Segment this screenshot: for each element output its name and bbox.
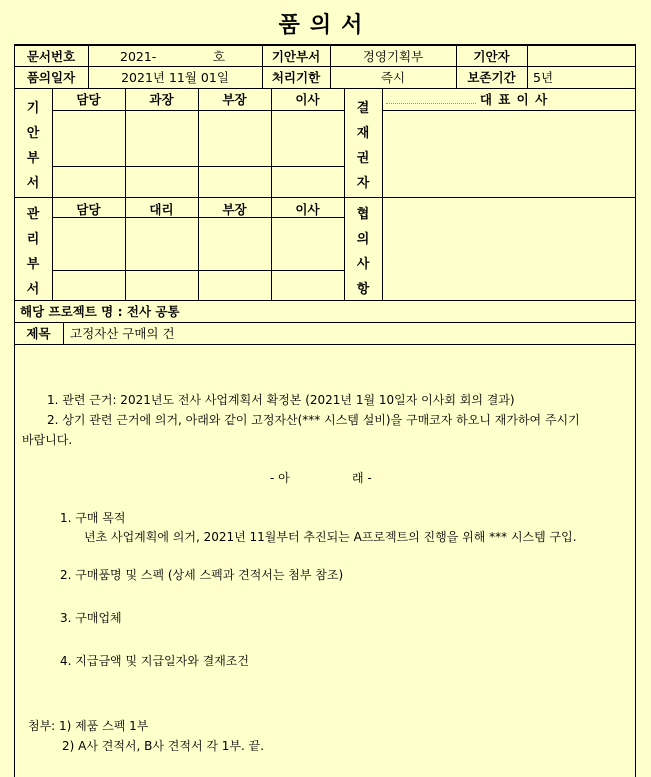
rule: [382, 88, 383, 300]
dept-label: 기안부서: [271, 49, 321, 64]
subject-label: 제목: [26, 326, 51, 341]
draft-dept-label: [18, 96, 48, 196]
col-header: 이사: [295, 92, 320, 107]
deadline-value: 즉시: [380, 70, 406, 85]
doc-no-value: 2021-: [120, 48, 157, 64]
vchar: 서: [26, 282, 40, 297]
col-header: 담당: [76, 202, 101, 217]
vchar: 사: [356, 257, 370, 272]
date-value: 2021년 11월 01일: [121, 70, 229, 85]
dept-value: 경영기획부: [362, 49, 424, 64]
col-header: 담당: [76, 92, 101, 107]
retention-label: 보존기간: [467, 70, 516, 85]
rule: [382, 110, 636, 111]
vchar: 자: [356, 176, 370, 191]
below-heading-a: - 아: [270, 471, 290, 485]
rule: [52, 88, 53, 300]
document-title: 품의서: [278, 13, 373, 38]
item-4: 4. 지급금액 및 지급일자와 결재조건: [60, 654, 249, 668]
rule: [14, 344, 636, 345]
vchar: 부: [26, 151, 40, 166]
vchar: 관: [26, 207, 40, 222]
consult-label: [348, 202, 378, 302]
mgmt-dept-label: [18, 202, 48, 302]
col-header: 대리: [149, 202, 174, 217]
subject-value: 고정자산 구매의 건: [70, 326, 175, 341]
vchar: 권: [356, 151, 370, 166]
vchar: 리: [26, 232, 40, 247]
date-label: 품의일자: [26, 70, 76, 85]
vchar: 재: [356, 126, 370, 141]
vchar: 기: [26, 101, 40, 116]
rule: [14, 197, 636, 198]
deadline-label: 처리기한: [271, 70, 321, 85]
item-1-detail: 년초 사업계획에 의거, 2021년 11월부터 추진되는 A프로젝트의 진행을 위해 *** 시스템 구입.: [84, 530, 577, 544]
rule: [14, 88, 636, 89]
vchar: 안: [26, 126, 40, 141]
rule: [198, 88, 199, 300]
rule: [125, 88, 126, 300]
drafter-label: 기안자: [473, 49, 510, 64]
paragraph-2: 2. 상기 관련 근거에 의거, 아래와 같이 고정자산(*** 시스템 설비)을 구매코자 하오니 재가하여 주시기: [47, 413, 580, 427]
rule: [344, 88, 345, 300]
item-3: 3. 구매업체: [60, 611, 122, 625]
ceo-label: 대 표 이 사: [479, 92, 549, 107]
vchar: 결: [356, 101, 370, 116]
retention-value: 5년: [533, 70, 554, 85]
vchar: 부: [26, 257, 40, 272]
attachment-2: 2) A사 견적서, B사 견적서 각 1부. 끝.: [62, 739, 265, 753]
doc-no-suffix: 호: [213, 49, 226, 64]
dotted-rule: [386, 103, 476, 104]
project-line: 해당 프로젝트 명 : 전사 공통: [20, 304, 180, 319]
vchar: 협: [356, 207, 370, 222]
col-header: 이사: [295, 202, 320, 217]
vchar: 서: [26, 176, 40, 191]
paragraph-1: 1. 관련 근거: 2021년도 전사 사업계획서 확정본 (2021년 1월 10일자 이사회 회의 결과): [47, 393, 515, 407]
col-header: 부장: [222, 202, 247, 217]
attachment-1: 첨부: 1) 제품 스펙 1부: [28, 719, 149, 733]
vchar: 항: [356, 282, 370, 297]
rule: [63, 322, 64, 344]
rule: [271, 88, 272, 300]
item-2: 2. 구매품명 및 스펙 (상세 스펙과 견적서는 첨부 참조): [60, 568, 344, 582]
paragraph-2-cont: 바랍니다.: [22, 433, 73, 447]
below-heading-b: 래 -: [352, 471, 372, 485]
col-header: 과장: [149, 92, 174, 107]
approver-label: [348, 96, 378, 196]
doc-no-label: 문서번호: [26, 49, 76, 64]
col-header: 부장: [222, 92, 247, 107]
item-1: 1. 구매 목적: [60, 511, 126, 525]
rule: [527, 46, 528, 88]
vchar: 의: [356, 232, 370, 247]
